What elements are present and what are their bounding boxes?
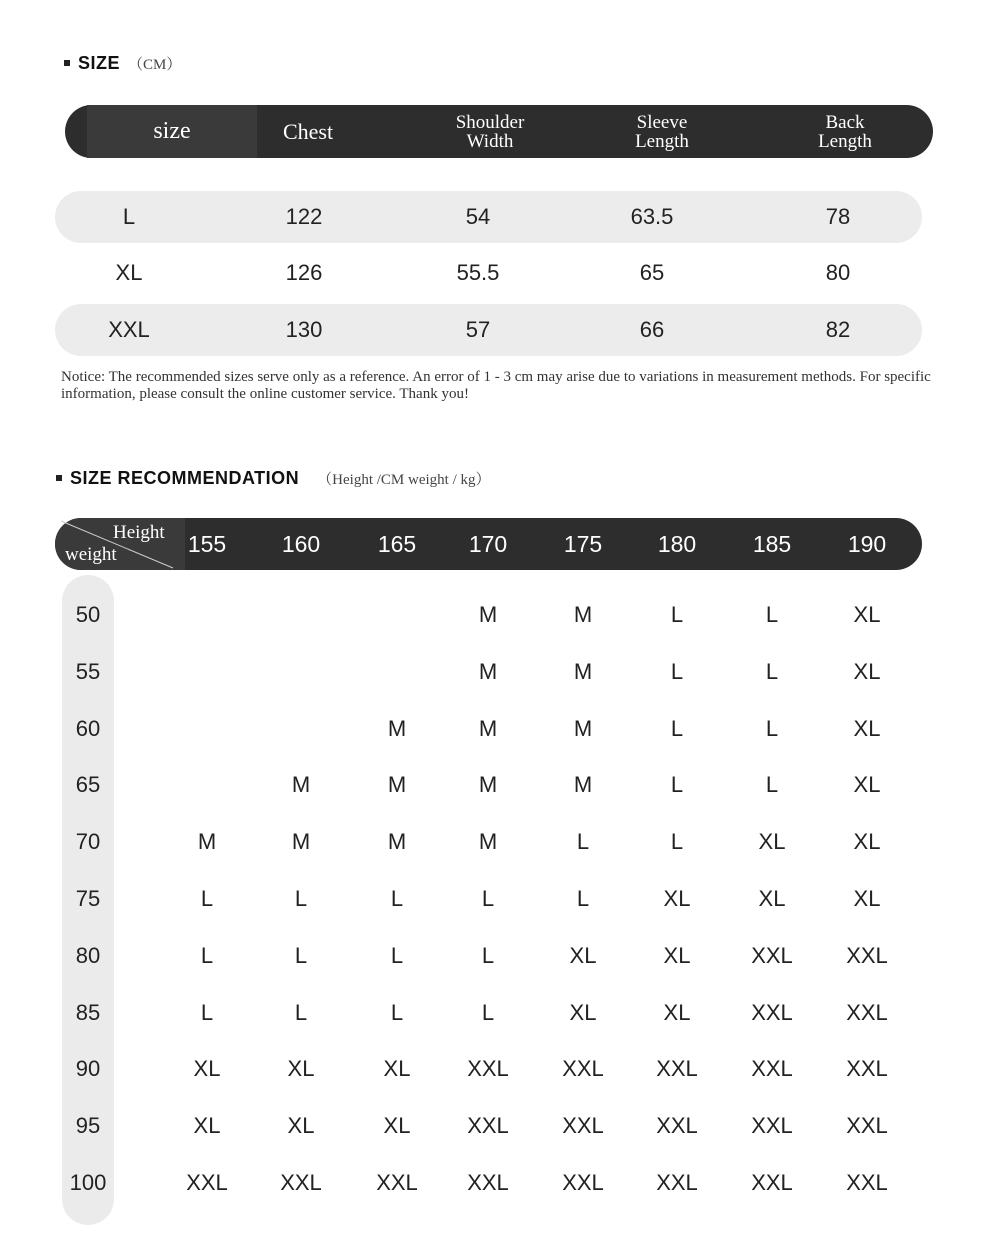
cell-sleeve: 63.5 bbox=[630, 204, 674, 229]
size-cell: XL bbox=[193, 1056, 221, 1082]
size-unit: （CM） bbox=[128, 57, 182, 73]
header-back-length: Back Length bbox=[818, 111, 872, 152]
weight-label-80: 80 bbox=[75, 942, 101, 968]
size-cell: L bbox=[670, 829, 684, 855]
corner-weight-label: weight bbox=[65, 544, 117, 565]
size-cell: M bbox=[573, 658, 593, 684]
cell-size: XL bbox=[115, 260, 143, 285]
size-cell: XL bbox=[853, 829, 881, 855]
size-cell: XL bbox=[287, 1113, 315, 1139]
cell-shoulder: 54 bbox=[465, 204, 491, 229]
size-cell: L bbox=[670, 715, 684, 741]
size-cell: M bbox=[387, 829, 407, 855]
height-header-175: 175 bbox=[563, 530, 603, 557]
header-shoulder-width: Shoulder Width bbox=[455, 111, 525, 152]
size-cell: XXL bbox=[751, 1056, 793, 1082]
weight-label-90: 90 bbox=[75, 1056, 101, 1082]
size-cell: L bbox=[765, 658, 779, 684]
size-table-header bbox=[65, 105, 933, 158]
size-cell: M bbox=[291, 772, 311, 798]
weight-label-55: 55 bbox=[75, 658, 101, 684]
size-cell: L bbox=[670, 602, 684, 627]
weight-label-85: 85 bbox=[75, 999, 101, 1025]
size-cell: M bbox=[478, 829, 498, 855]
cell-size: L bbox=[122, 204, 136, 229]
size-cell: XXL bbox=[280, 1170, 322, 1195]
cell-size: XXL bbox=[108, 317, 150, 342]
size-cell: L bbox=[390, 886, 404, 911]
header-chest: Chest bbox=[282, 119, 334, 144]
recommend-section-title bbox=[56, 468, 491, 489]
size-cell: XL bbox=[758, 829, 786, 855]
size-cell: L bbox=[481, 886, 495, 911]
cell-chest: 130 bbox=[285, 317, 323, 342]
size-cell: XXL bbox=[656, 1170, 698, 1195]
size-cell: XXL bbox=[656, 1056, 698, 1082]
size-cell: XXL bbox=[467, 1056, 509, 1082]
size-cell: XXL bbox=[467, 1113, 509, 1139]
size-section-title bbox=[64, 53, 181, 74]
recommend-table-header bbox=[55, 518, 922, 570]
size-cell: M bbox=[478, 658, 498, 684]
corner-cell bbox=[55, 518, 185, 570]
height-header-160: 160 bbox=[281, 530, 321, 557]
bullet-icon bbox=[56, 475, 62, 481]
header-sleeve-length: Sleeve Length bbox=[635, 111, 689, 152]
size-cell: XL bbox=[853, 772, 881, 798]
weight-label-100: 100 bbox=[69, 1170, 107, 1195]
size-cell: XL bbox=[383, 1113, 411, 1139]
cell-chest: 122 bbox=[285, 204, 323, 229]
size-cell: XXL bbox=[751, 999, 793, 1025]
size-cell: XL bbox=[287, 1056, 315, 1082]
height-header-185: 185 bbox=[752, 530, 792, 557]
size-cell: XXL bbox=[656, 1113, 698, 1139]
size-cell: M bbox=[387, 772, 407, 798]
size-cell: XL bbox=[193, 1113, 221, 1139]
size-cell: L bbox=[576, 886, 590, 911]
cell-shoulder: 55.5 bbox=[456, 260, 500, 285]
size-cell: M bbox=[573, 772, 593, 798]
size-cell: XL bbox=[663, 942, 691, 968]
size-cell: L bbox=[200, 886, 214, 911]
weight-label-75: 75 bbox=[75, 886, 101, 911]
size-cell: L bbox=[765, 715, 779, 741]
size-cell: L bbox=[765, 772, 779, 798]
size-cell: M bbox=[478, 602, 498, 627]
size-cell: XL bbox=[569, 942, 597, 968]
size-cell: XXL bbox=[562, 1056, 604, 1082]
size-cell: L bbox=[200, 999, 214, 1025]
cell-back: 82 bbox=[825, 317, 851, 342]
size-cell: XXL bbox=[846, 1170, 888, 1195]
size-cell: XL bbox=[758, 886, 786, 911]
size-cell: L bbox=[765, 602, 779, 627]
table-row bbox=[55, 191, 922, 243]
size-cell: XL bbox=[663, 886, 691, 911]
size-cell: M bbox=[291, 829, 311, 855]
size-cell: XXL bbox=[467, 1170, 509, 1195]
size-cell: L bbox=[670, 772, 684, 798]
weight-label-70: 70 bbox=[75, 829, 101, 855]
size-cell: L bbox=[576, 829, 590, 855]
size-cell: M bbox=[478, 715, 498, 741]
recommend-unit: （Height /CM weight / kg） bbox=[317, 472, 491, 488]
size-cell: XL bbox=[383, 1056, 411, 1082]
size-cell: XL bbox=[853, 886, 881, 911]
cell-back: 78 bbox=[825, 204, 851, 229]
cell-back: 80 bbox=[825, 260, 851, 285]
height-header-155: 155 bbox=[187, 530, 227, 557]
size-cell: M bbox=[478, 772, 498, 798]
size-cell: XL bbox=[853, 658, 881, 684]
cell-chest: 126 bbox=[285, 260, 323, 285]
size-cell: XXL bbox=[846, 1113, 888, 1139]
size-cell: L bbox=[200, 942, 214, 968]
weight-label-60: 60 bbox=[75, 715, 101, 741]
height-header-170: 170 bbox=[468, 530, 508, 557]
size-cell: XXL bbox=[751, 1113, 793, 1139]
bullet-icon bbox=[64, 60, 70, 66]
cell-sleeve: 66 bbox=[639, 317, 665, 342]
size-cell: XL bbox=[663, 999, 691, 1025]
size-notice: Notice: The recommended sizes serve only as a reference. An error of 1 - 3 cm may arise due to variations in measurement methods. For specific information, please consult the online customer service. Thank you! bbox=[61, 369, 931, 402]
cell-shoulder: 57 bbox=[465, 317, 491, 342]
cell-sleeve: 65 bbox=[639, 260, 665, 285]
size-cell: L bbox=[670, 658, 684, 684]
size-cell: L bbox=[481, 942, 495, 968]
size-cell: XXL bbox=[846, 942, 888, 968]
size-cell: XXL bbox=[562, 1113, 604, 1139]
size-cell: XL bbox=[853, 715, 881, 741]
size-cell: M bbox=[387, 715, 407, 741]
size-cell: XXL bbox=[376, 1170, 418, 1195]
table-row bbox=[55, 304, 922, 356]
size-cell: L bbox=[294, 886, 308, 911]
size-cell: L bbox=[481, 999, 495, 1025]
weight-label-50: 50 bbox=[75, 602, 101, 627]
height-header-180: 180 bbox=[657, 530, 697, 557]
header-size: size bbox=[87, 105, 257, 158]
table-row bbox=[55, 247, 922, 299]
size-cell: L bbox=[390, 999, 404, 1025]
size-cell: XL bbox=[569, 999, 597, 1025]
size-cell: XXL bbox=[846, 999, 888, 1025]
size-cell: L bbox=[294, 999, 308, 1025]
size-title: SIZE bbox=[78, 53, 121, 73]
corner-height-label: Height bbox=[113, 522, 165, 543]
height-header-190: 190 bbox=[847, 530, 887, 557]
size-cell: XL bbox=[853, 602, 881, 627]
recommend-title: SIZE RECOMMENDATION bbox=[70, 468, 300, 488]
size-cell: L bbox=[390, 942, 404, 968]
size-cell: XXL bbox=[562, 1170, 604, 1195]
size-cell: L bbox=[294, 942, 308, 968]
size-cell: XXL bbox=[186, 1170, 228, 1195]
size-cell: XXL bbox=[751, 1170, 793, 1195]
weight-label-65: 65 bbox=[75, 772, 101, 798]
size-cell: M bbox=[573, 715, 593, 741]
height-header-165: 165 bbox=[377, 530, 417, 557]
size-cell: M bbox=[573, 602, 593, 627]
size-cell: XXL bbox=[846, 1056, 888, 1082]
size-cell: XXL bbox=[751, 942, 793, 968]
weight-label-95: 95 bbox=[75, 1113, 101, 1139]
size-cell: M bbox=[197, 829, 217, 855]
